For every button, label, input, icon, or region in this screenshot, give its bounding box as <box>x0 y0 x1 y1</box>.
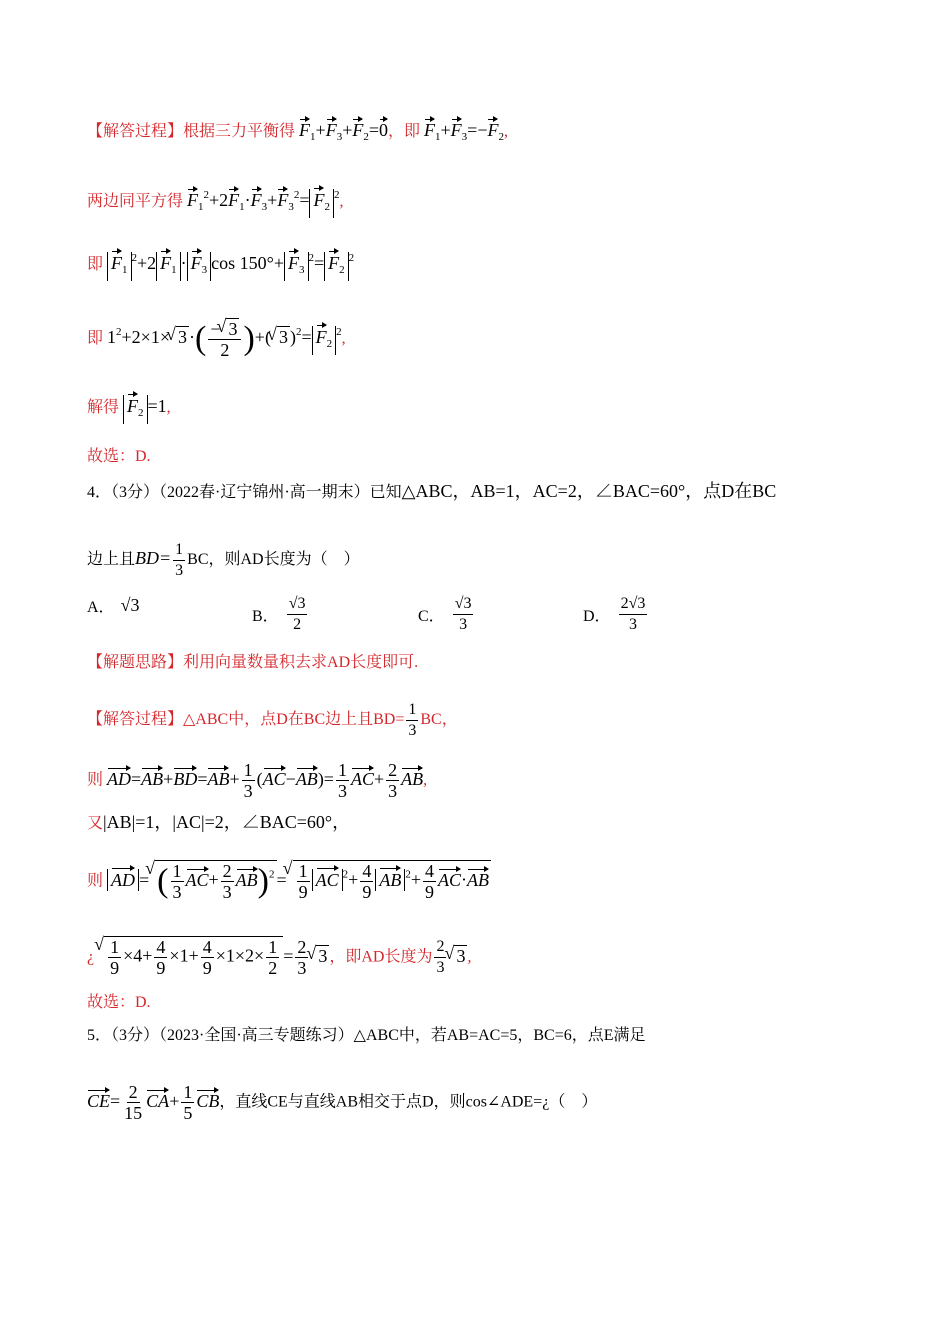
question-5-tail: ，直线CE与直线AB相交于点D，则cos∠ADE=¿（ ） <box>219 1093 598 1111</box>
ze-1: 则 <box>87 771 104 789</box>
vector-ce: CE= $\frac{2}{15}$ CA+ $\frac{1}{5}$ CB <box>87 1082 220 1123</box>
line3-prefix: 即 <box>87 256 104 273</box>
question-4-process: 【解答过程】△ABC中，点D在BC边上且BD= $\frac{1}{3}$ BC， <box>87 701 458 739</box>
question-4-final: ¿ √ $\frac{1}{9}$ ×4+ $\frac{4}{9}$ ×1+ $\frac{4}{9}$ ×1×2× $\frac{1}{2}$ = $\frac{2}{3}$ √ 3 ，即AD长度为 $\frac{2}{3}$ √ 3 , <box>87 936 471 978</box>
answer-4: 故选：D. <box>87 994 151 1011</box>
equation-separator: ，即 <box>388 123 421 140</box>
you: 又 <box>87 815 104 832</box>
process-text: △ABC中，点D在BC边上且BD= <box>183 711 405 729</box>
equation-balance: $F_1+F_3+F_2=0$ <box>299 120 388 143</box>
ze-2: 则 <box>87 872 104 890</box>
question-4-stem <box>87 481 776 503</box>
equation-rearranged: $F_1+F_3=-F_2$ <box>424 120 504 143</box>
question-4-conditions: △ABC，AB=1，AC=2，∠BAC=60°，点D在BC <box>401 481 777 501</box>
equation-numeric: $1^2+2\times 1\times√$ 3 ·( $\frac{-√ 3}{2}$ )+(√ 3 )$^2= F_2^2$ <box>107 327 342 347</box>
solution-line-1: 【解答过程】根据三力平衡得 $F_1+F_3+F_2=0$，即 $F_1+F_3=-F_2$, <box>87 120 508 143</box>
question-4-idea <box>87 653 418 673</box>
solution-line-4: 即 $1^2+2\times 1\times√$ 3 ·( $\frac{-√ 3}{2}$ )+(√ 3 )$^2= F_2^2$, <box>87 318 346 360</box>
equation-squared: $F_1^2+2F_1\cdot F_3+F_3^2= F_2^2$ <box>187 190 339 210</box>
solution-label: 【解答过程】 <box>87 123 184 140</box>
answer-3: 故选：D. <box>87 448 151 465</box>
question-5-stem-2 <box>87 1082 597 1123</box>
final-computation: √ $\frac{1}{9}$ ×4+ $\frac{4}{9}$ ×1+ $\frac{4}{9}$ ×1×2× $\frac{1}{2}$ = $\frac{2}{3}$ √ 3 <box>98 946 329 966</box>
solution-line-5: 解得 $F_2 =1$, <box>87 395 171 424</box>
question-4-stem-2: 边上且BD= $\frac{1}{3}$ BC，则AD长度为（ ） <box>87 541 360 579</box>
vector-decomposition: AD=AB+BD=AB+ $\frac{1}{3}$ (AC−AB)= $\frac{1}{3}$ AC+ $\frac{2}{3}$ AB <box>107 760 424 801</box>
question-4-stem2-c: BC，则AD长度为（ ） <box>187 551 360 569</box>
inverted-mark: ¿ <box>87 948 95 966</box>
solution-line-3 <box>87 248 354 281</box>
solution-intro: 根据三力平衡得 <box>183 123 296 140</box>
question-4-source: 4．（3分）（2022春·辽宁锦州·高一期末）已知 <box>87 484 402 501</box>
option-c[interactable]: C． $\frac{√3}{3}$ <box>418 595 472 633</box>
line4-prefix: 即 <box>87 330 104 348</box>
magnitude-expansion: AD =√ ( $\frac{1}{3}$ AC+ $\frac{2}{3}$ AB)$^2$ = √ $\frac{1}{9}$ AC $^2$+ $\frac{4}{9}$ AB $^2$+ $\frac{4}{9}$ AC·AB <box>107 870 491 890</box>
equation-magnitudes: $F_1^2+2$ $F_1 \cdot F_3$ $\cos 150^\circ+ F_3^2= F_2^2$ <box>107 253 354 273</box>
question-4-given <box>87 812 350 834</box>
solution-line-2: 两边同平方得 $F_1^2+2F_1\cdot F_3+F_3^2= F_2^2$, <box>87 185 343 218</box>
question-4-stem2-a: 边上且 <box>87 551 136 569</box>
equation-result: $F_2 =1$ <box>123 396 167 416</box>
question-4-magnitude <box>87 860 491 902</box>
given-values: |AB|=1，|AC|=2，∠BAC=60°， <box>103 812 351 832</box>
process-label: 【解答过程】 <box>87 711 184 729</box>
process-tail: BC， <box>420 711 458 729</box>
question-5-stem: 5．（3分）（2023·全国·高三专题练习）△ABC中，若AB=AC=5，BC=6，点E满足 <box>87 1027 646 1044</box>
square-both-sides: 两边同平方得 <box>87 193 184 210</box>
idea-text: 利用向量数量积去求AD长度即可. <box>183 654 419 671</box>
result-text: ，即AD长度为 <box>329 948 433 966</box>
option-a[interactable]: A． √3 <box>87 595 140 616</box>
option-b[interactable]: B． $\frac{√3}{2}$ <box>252 595 306 633</box>
option-d[interactable]: D． $\frac{2√3}{3}$ <box>583 595 646 633</box>
line5-prefix: 解得 <box>87 399 120 416</box>
question-4-stem2-b: BD= <box>135 548 172 569</box>
idea-label: 【解题思路】 <box>87 654 184 671</box>
question-4-vector-eq: 则 AD=AB+BD=AB+ $\frac{1}{3}$ (AC−AB)= $\frac{1}{3}$ AC+ $\frac{2}{3}$ AB, <box>87 760 428 801</box>
